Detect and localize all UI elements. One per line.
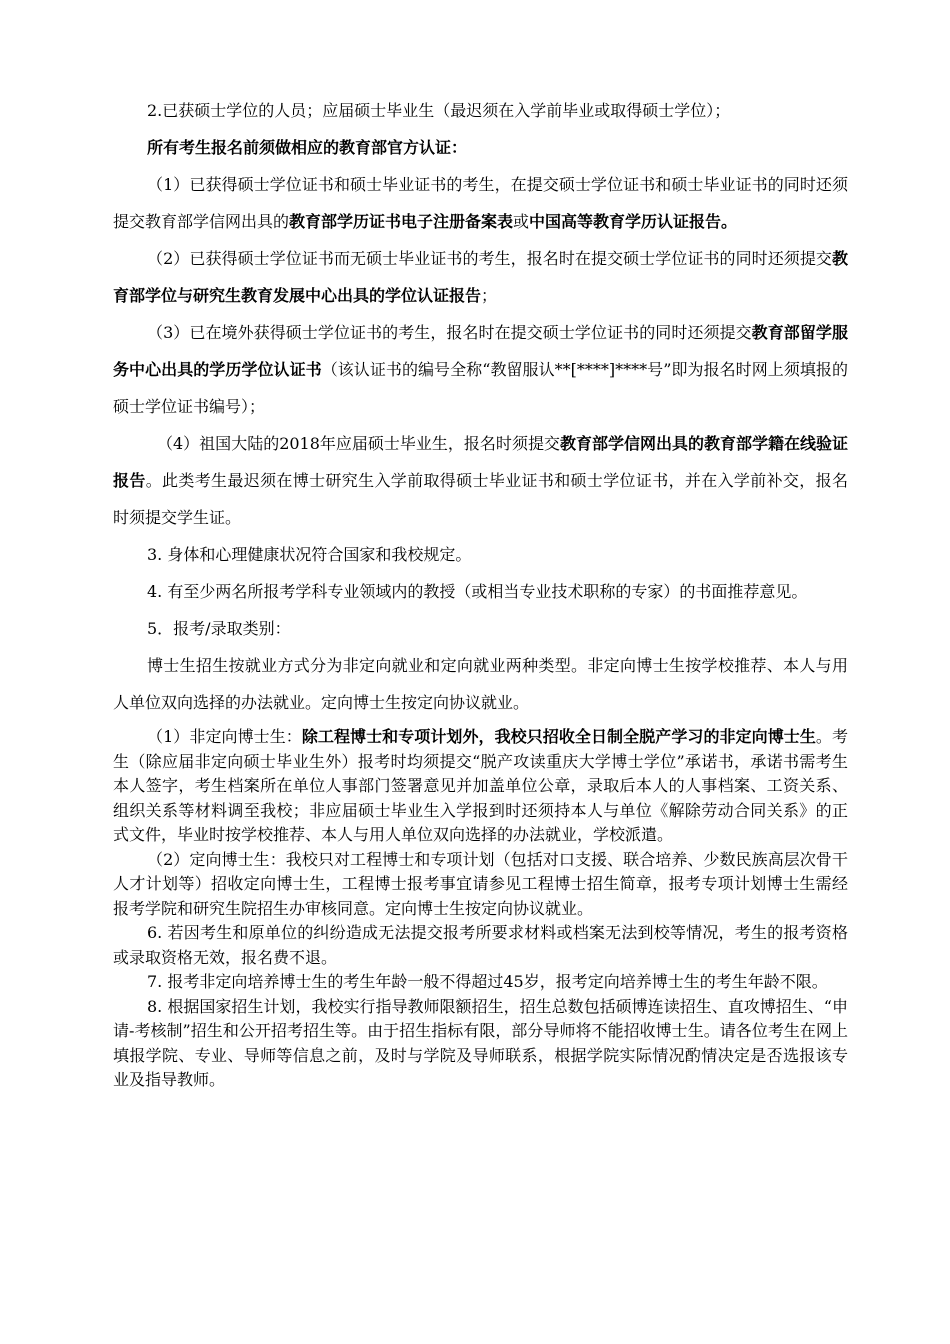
bold-text-run: 所有考生报名前须做相应的教育部官方认证： xyxy=(147,138,468,157)
bold-text-run: 教育部学历证书电子注册备案表 xyxy=(289,212,514,231)
paragraph-non-directed xyxy=(113,725,848,848)
text-run: 。此类考生最迟须在博士研究生入学前取得硕士毕业证书和硕士学位证书，并在入学前补交，报名时须提交学生证。 xyxy=(113,471,848,527)
paragraph-recommendation xyxy=(113,573,848,610)
text-run: 4. 有至少两名所报考学科专业领域内的教授（或相当专业技术职称的专家）的书面推荐意见。 xyxy=(147,582,808,601)
paragraph-cert-1 xyxy=(113,166,848,240)
paragraph-age-limit xyxy=(113,970,848,995)
text-run: 7. 报考非定向培养博士生的考生年龄一般不得超过45岁，报考定向培养博士生的考生年龄不限。 xyxy=(147,972,828,991)
text-run: 5．报考/录取类别： xyxy=(147,619,291,638)
paragraph-degree-requirement xyxy=(113,92,848,129)
paragraph-health xyxy=(113,536,848,573)
paragraph-certification-heading xyxy=(113,129,848,166)
text-run: ； xyxy=(481,286,498,305)
text-run: 3. 身体和心理健康状况符合国家和我校规定。 xyxy=(147,545,472,564)
paragraph-quota xyxy=(113,995,848,1093)
bold-text-run: 教育部留学服务中心出具的学历学位认证书 xyxy=(113,323,848,379)
bold-text-run: 教育部学位与研究生教育发展中心出具的学位认证报告 xyxy=(113,249,848,305)
text-run: 6. 若因考生和原单位的纠纷造成无法提交报考所要求材料或档案无法到校等情况，考生的报考资格或录取资格无效，报名费不退。 xyxy=(113,923,848,967)
text-run: （1）已获得硕士学位证书和硕士毕业证书的考生，在提交硕士学位证书和硕士毕业证书的同时还须提交教育部学信网出具的 xyxy=(113,175,848,231)
paragraph-directed xyxy=(113,848,848,922)
text-run: （2）定向博士生：我校只对工程博士和专项计划（包括对口支援、联合培养、少数民族高层次骨干人才计划等）招收定向博士生，工程博士报考事宜请参见工程博士招生简章，报考专项计划博士生需经报考学院和研究生院招生办审核同意。定向博士生按定向协议就业。 xyxy=(113,849,848,918)
paragraph-cert-3 xyxy=(113,314,848,425)
paragraph-cert-4 xyxy=(113,425,848,536)
text-run: （1）非定向博士生： xyxy=(147,727,302,746)
text-run: （3）已在境外获得硕士学位证书的考生，报名时在提交硕士学位证书的同时还须提交 xyxy=(147,323,752,342)
text-run: （2）已获得硕士学位证书而无硕士毕业证书的考生，报名时在提交硕士学位证书的同时还须提交 xyxy=(147,249,832,268)
paragraph-category-heading xyxy=(113,610,848,647)
text-run: （该认证书的编号全称“教留服认**[****]****号”即为报名时网上须填报的硕士学位证书编号）； xyxy=(113,360,848,416)
text-run: 或 xyxy=(513,212,530,231)
section-tight-spacing xyxy=(113,725,848,1093)
text-run: 博士生招生按就业方式分为非定向就业和定向就业两种类型。非定向博士生按学校推荐、本人与用人单位双向选择的办法就业。定向博士生按定向协议就业。 xyxy=(113,656,848,712)
paragraph-dispute xyxy=(113,921,848,970)
text-run: 8. 根据国家招生计划，我校实行指导教师限额招生，招生总数包括硕博连读招生、直攻博招生、“申请-考核制”招生和公开招考招生等。由于招生指标有限，部分导师将不能招收博士生。请各位考生在网上填报学院、专业、导师等信息之前，及时与学院及导师联系，根据学院实际情况酌情决定是否选报该专业及指导教师。 xyxy=(113,996,848,1089)
text-run: 2.已获硕士学位的人员；应届硕士毕业生（最迟须在入学前毕业或取得硕士学位）； xyxy=(147,101,731,120)
section-wide-spacing xyxy=(113,92,848,721)
bold-text-run: 除工程博士和专项计划外，我校只招收全日制全脱产学习的非定向博士生 xyxy=(301,727,816,746)
document-body xyxy=(113,92,848,1093)
paragraph-cert-2 xyxy=(113,240,848,314)
bold-text-run: 教育部学信网出具的教育部学籍在线验证报告 xyxy=(113,434,848,490)
text-run: 。考生（除应届非定向硕士毕业生外）报考时均须提交“脱产攻读重庆大学博士学位”承诺书，承诺书需考生本人签字，考生档案所在单位人事部门签署意见并加盖单位公章，录取后本人的人事档案、工资关系、组织关系等材料调至我校；非应届硕士毕业生入学报到时还须持本人与单位《解除劳动合同关系》的正式文件，毕业时按学校推荐、本人与用人单位双向选择的办法就业，学校派遣。 xyxy=(113,727,848,844)
text-run: （4）祖国大陆的2018年应届硕士毕业生，报名时须提交 xyxy=(157,434,560,453)
paragraph-employment-types xyxy=(113,647,848,721)
bold-text-run: 中国高等教育学历认证报告。 xyxy=(529,212,738,231)
